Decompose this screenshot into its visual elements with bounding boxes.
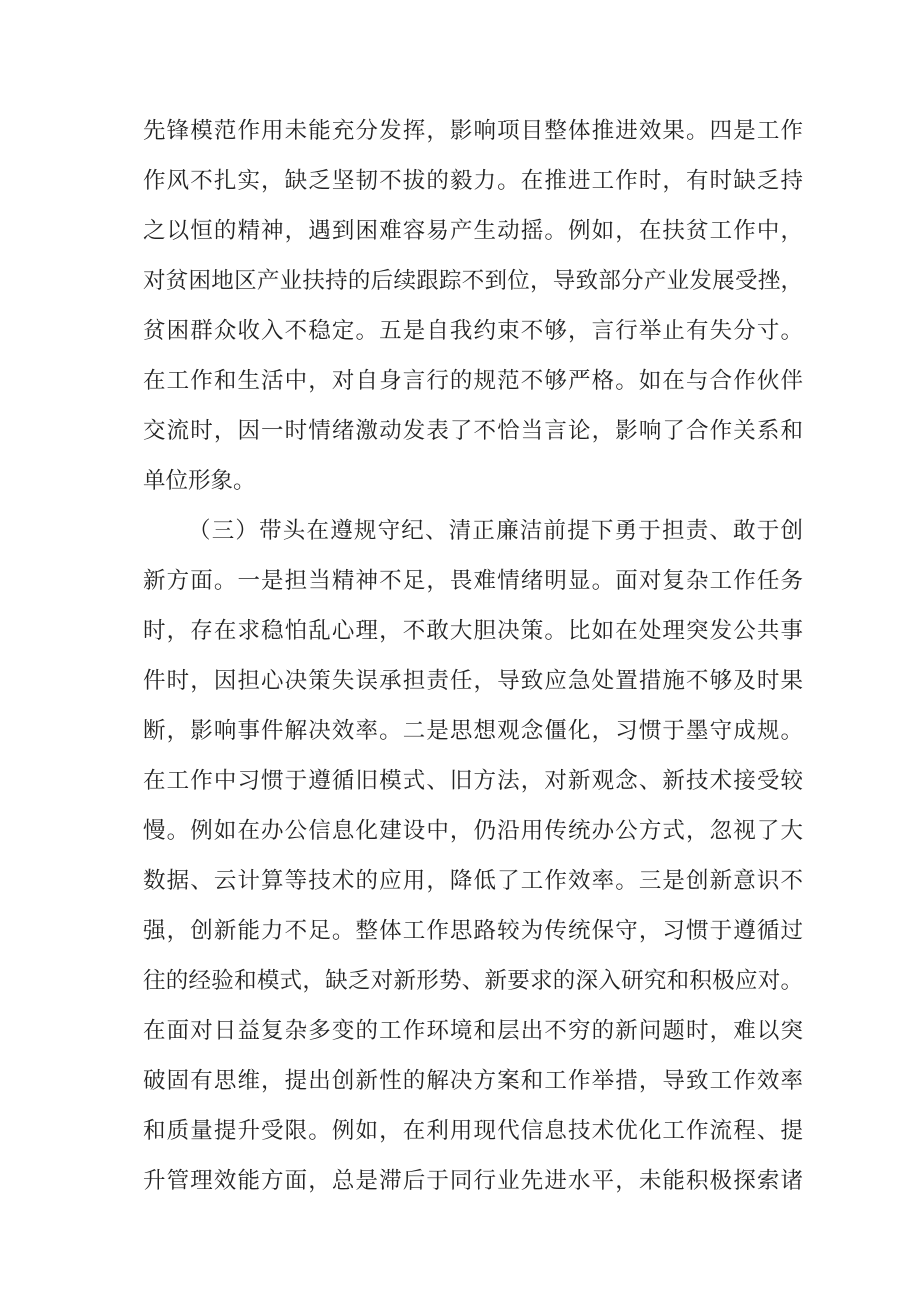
text-line: 在工作和生活中，对自身言行的规范不够严格。如在与合作伙伴 xyxy=(143,368,803,394)
text-line: 时，存在求稳怕乱心理，不敢大胆决策。比如在处理突发公共事 xyxy=(143,618,803,644)
text-line: 在工作中习惯于遵循旧模式、旧方法，对新观念、新技术接受较 xyxy=(143,768,803,794)
text-line: 强，创新能力不足。整体工作思路较为传统保守，习惯于遵循过 xyxy=(143,918,803,944)
text-line: 贫困群众收入不稳定。五是自我约束不够，言行举止有失分寸。 xyxy=(143,318,803,344)
text-line: 慢。例如在办公信息化建设中，仍沿用传统办公方式，忽视了大 xyxy=(143,818,803,844)
text-line: 数据、云计算等技术的应用，降低了工作效率。三是创新意识不 xyxy=(143,868,803,894)
text-line: 件时，因担心决策失误承担责任，导致应急处置措施不够及时果 xyxy=(143,668,803,694)
section-heading-line: （三）带头在遵规守纪、清正廉洁前提下勇于担责、敢于创 xyxy=(188,518,803,544)
text-line: 和质量提升受限。例如，在利用现代信息技术优化工作流程、提 xyxy=(143,1118,803,1144)
text-line: 在面对日益复杂多变的工作环境和层出不穷的新问题时，难以突 xyxy=(143,1018,803,1044)
text-line: 先锋模范作用未能充分发挥，影响项目整体推进效果。四是工作 xyxy=(143,118,803,144)
text-line: 破固有思维，提出创新性的解决方案和工作举措，导致工作效率 xyxy=(143,1068,803,1094)
text-line: 之以恒的精神，遇到困难容易产生动摇。例如，在扶贫工作中， xyxy=(143,218,803,244)
text-line: 升管理效能方面，总是滞后于同行业先进水平，未能积极探索诸 xyxy=(143,1168,803,1194)
text-line: 交流时，因一时情绪激动发表了不恰当言论，影响了合作关系和 xyxy=(143,418,803,444)
text-line: 往的经验和模式，缺乏对新形势、新要求的深入研究和积极应对。 xyxy=(143,968,803,994)
text-line: 作风不扎实，缺乏坚韧不拔的毅力。在推进工作时，有时缺乏持 xyxy=(143,168,803,194)
text-line: 单位形象。 xyxy=(143,468,256,494)
text-line: 对贫困地区产业扶持的后续跟踪不到位，导致部分产业发展受挫， xyxy=(143,268,803,294)
text-line: 新方面。一是担当精神不足，畏难情绪明显。面对复杂工作任务 xyxy=(143,568,803,594)
text-line: 断，影响事件解决效率。二是思想观念僵化，习惯于墨守成规。 xyxy=(143,718,803,744)
